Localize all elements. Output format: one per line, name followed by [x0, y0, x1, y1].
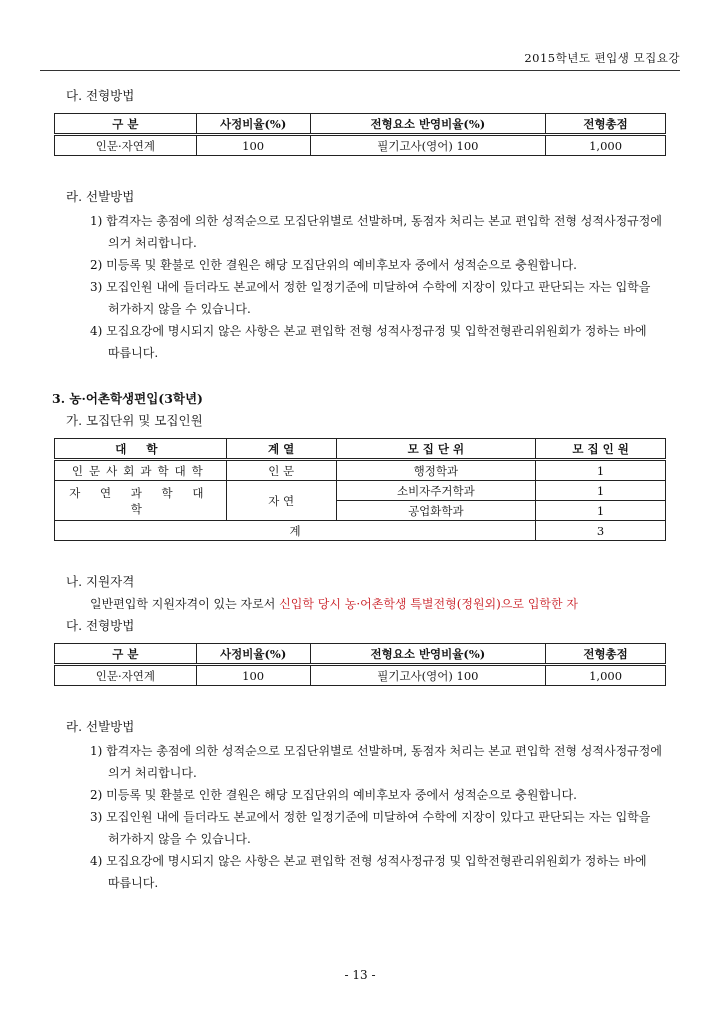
cell-unit: 공업화학과	[336, 501, 536, 521]
method-table	[54, 113, 666, 156]
col-header-college: 대 학	[55, 439, 227, 460]
cell-college: 인문사회과학대학	[55, 460, 227, 481]
cell-unit: 행정학과	[336, 460, 536, 481]
section-heading-eligibility: 나. 지원자격	[66, 574, 135, 589]
list-item: 3) 모집인원 내에 들더라도 본교에서 정한 일정기준에 미달하여 수학에 지장이 있다고 판단되는 자는 입학을	[90, 280, 651, 294]
cell-element: 필기고사(영어) 100	[310, 135, 546, 156]
page-header: 2015학년도 편입생 모집요강	[524, 51, 680, 65]
col-header-category: 구 분	[55, 114, 197, 135]
selection-list	[48, 210, 678, 364]
method-table-2	[54, 643, 666, 686]
list-item-continuation: 허가하지 않을 수 있습니다.	[108, 302, 251, 316]
total-value: 3	[536, 521, 666, 541]
cell-college: 자 연 과 학 대 학	[55, 481, 227, 521]
cell-category: 인문·자연계	[55, 665, 197, 686]
cell-field: 인 문	[226, 460, 336, 481]
cell-total: 1,000	[546, 665, 666, 686]
list-item: 3) 모집인원 내에 들더라도 본교에서 정한 일정기준에 미달하여 수학에 지장이 있다고 판단되는 자는 입학을	[90, 810, 651, 824]
list-item: 1) 합격자는 총점에 의한 성적순으로 모집단위별로 선발하며, 동점자 처리는 본교 편입학 전형 성적사정규정에	[90, 744, 662, 758]
list-item: 4) 모집요강에 명시되지 않은 사항은 본교 편입학 전형 성적사정규정 및 입학전형관리위원회가 정하는 바에	[90, 854, 647, 868]
cell-ratio: 100	[196, 135, 310, 156]
cell-unit: 소비자주거학과	[336, 481, 536, 501]
list-item-continuation: 의거 처리합니다.	[108, 766, 197, 780]
col-header-element: 전형요소 반영비율(%)	[310, 114, 546, 135]
selection-list-2	[48, 740, 678, 894]
col-header-total: 전형총점	[546, 114, 666, 135]
eligibility-text-highlight: 신입학 당시 농·어촌학생 특별전형(정원외)으로 입학한 자	[279, 597, 579, 611]
col-header-ratio: 사정비율(%)	[196, 114, 310, 135]
section-heading-units: 가. 모집단위 및 모집인원	[66, 413, 203, 428]
list-item-continuation: 의거 처리합니다.	[108, 236, 197, 250]
recruitment-table	[54, 438, 666, 541]
cell-ratio: 100	[196, 665, 310, 686]
cell-count: 1	[536, 460, 666, 481]
list-item: 1) 합격자는 총점에 의한 성적순으로 모집단위별로 선발하며, 동점자 처리는 본교 편입학 전형 성적사정규정에	[90, 214, 662, 228]
list-item: 2) 미등록 및 환불로 인한 결원은 해당 모집단위의 예비후보자 중에서 성적순으로 충원합니다.	[90, 258, 577, 272]
eligibility-text	[90, 593, 678, 615]
section-heading-method-2: 다. 전형방법	[66, 618, 135, 633]
list-item-continuation: 허가하지 않을 수 있습니다.	[108, 832, 251, 846]
cell-count: 1	[536, 481, 666, 501]
list-item-continuation: 따릅니다.	[108, 876, 159, 890]
eligibility-text-plain: 일반편입학 지원자격이 있는 자로서	[90, 597, 280, 611]
col-header-unit: 모 집 단 위	[336, 439, 536, 460]
page-number: - 13 -	[344, 968, 376, 982]
col-header-category: 구 분	[55, 644, 197, 665]
table-total-row	[55, 521, 666, 541]
col-header-field: 계 열	[226, 439, 336, 460]
table-row	[55, 665, 666, 686]
col-header-total: 전형총점	[546, 644, 666, 665]
section-heading-selection: 라. 선발방법	[66, 189, 135, 204]
list-item-continuation: 따릅니다.	[108, 346, 159, 360]
table-row	[55, 481, 666, 501]
section-heading-selection-2: 라. 선발방법	[66, 719, 135, 734]
list-item: 4) 모집요강에 명시되지 않은 사항은 본교 편입학 전형 성적사정규정 및 입학전형관리위원회가 정하는 바에	[90, 324, 647, 338]
page-content	[48, 85, 678, 894]
table-row	[55, 135, 666, 156]
cell-total: 1,000	[546, 135, 666, 156]
col-header-count: 모 집 인 원	[536, 439, 666, 460]
col-header-element: 전형요소 반영비율(%)	[310, 644, 546, 665]
col-header-ratio: 사정비율(%)	[196, 644, 310, 665]
list-item: 2) 미등록 및 환불로 인한 결원은 해당 모집단위의 예비후보자 중에서 성적순으로 충원합니다.	[90, 788, 577, 802]
section-heading-rural: 3. 농·어촌학생편입(3학년)	[52, 391, 203, 406]
cell-field: 자 연	[226, 481, 336, 521]
table-row	[55, 460, 666, 481]
section-heading-method: 다. 전형방법	[66, 88, 135, 103]
cell-count: 1	[536, 501, 666, 521]
cell-category: 인문·자연계	[55, 135, 197, 156]
cell-element: 필기고사(영어) 100	[310, 665, 546, 686]
header-rule	[40, 70, 680, 71]
total-label: 계	[55, 521, 536, 541]
